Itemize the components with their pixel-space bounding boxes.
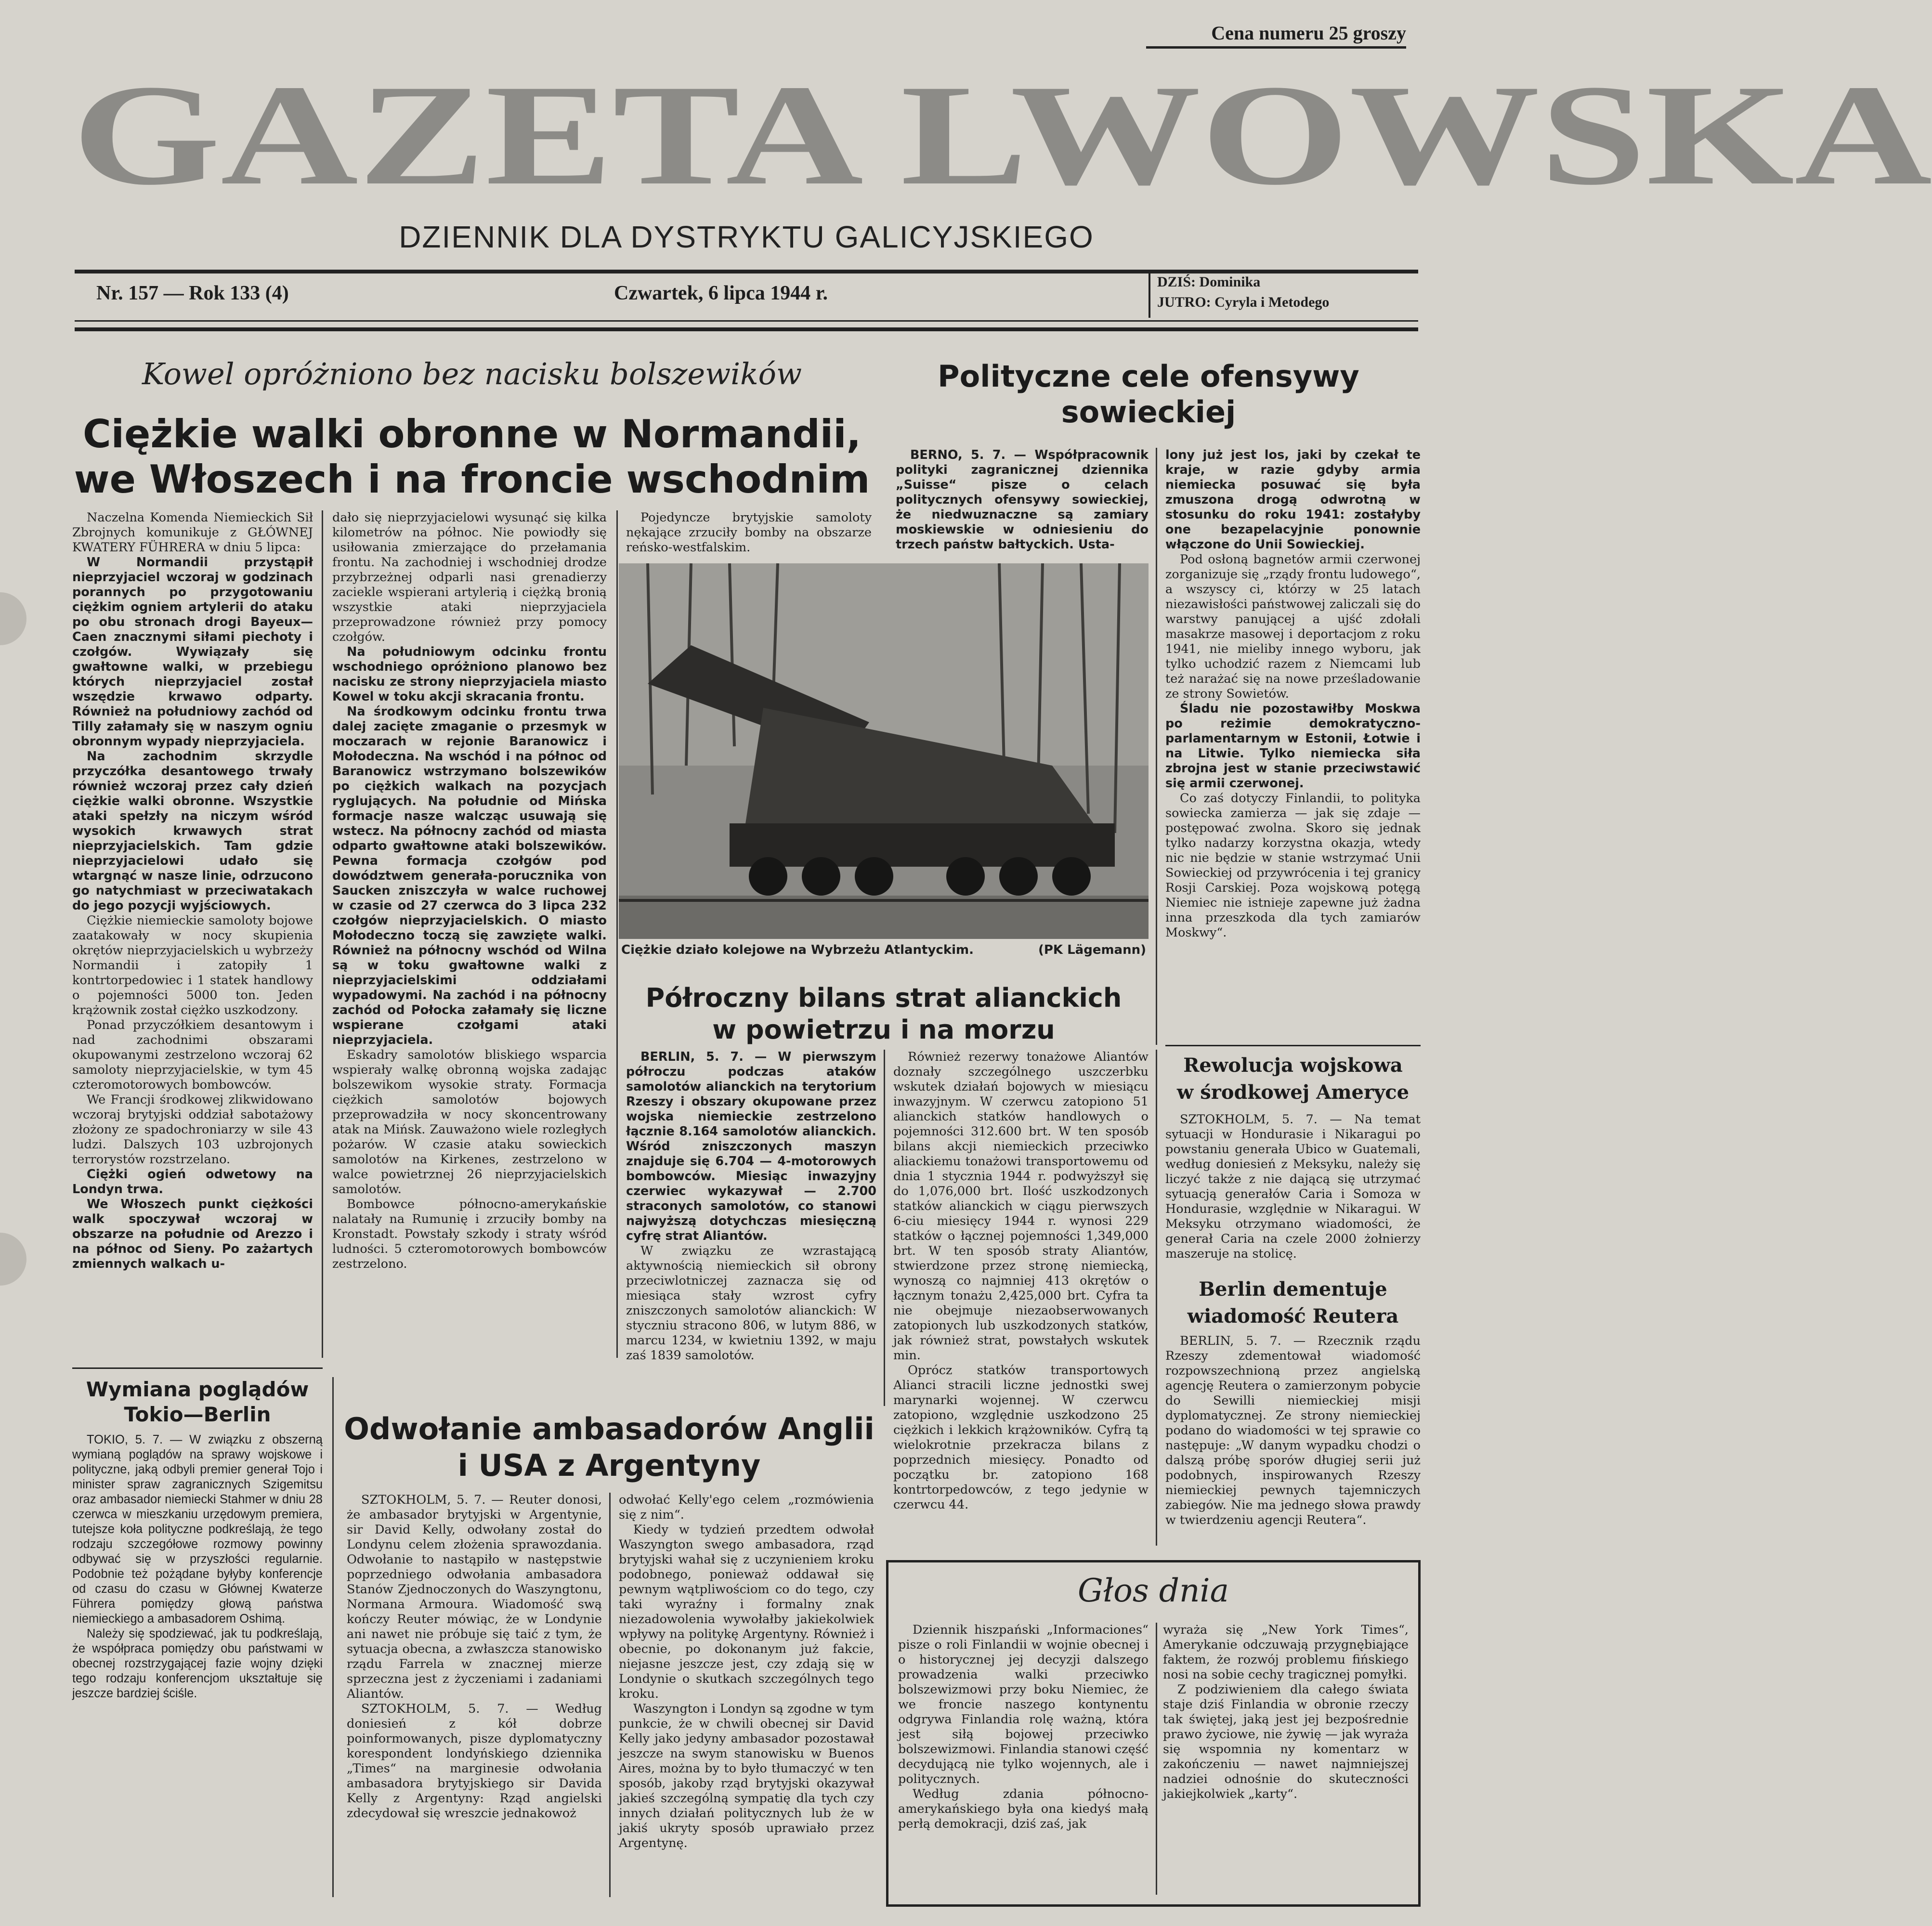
column-divider bbox=[322, 510, 323, 1358]
bilans-headline-line: Półroczny bilans strat alianckich bbox=[645, 983, 1122, 1013]
polityczne-column-1 bbox=[896, 448, 1149, 561]
reuter-headline-line: wiadomość Reutera bbox=[1187, 1305, 1399, 1327]
paragraph: Według zdania północno-amerykańskiego była ona kiedyś małą perłą demokracji, dziś zaś, jak bbox=[898, 1787, 1149, 1831]
header-rule bbox=[75, 327, 1418, 331]
paragraph: dało się nieprzyjacielowi wysunąć się kilka kilometrów na północ. Nie powiodły się usiłowania zmierzające do przełamania frontu. Na zachodniej i wschodniej drodze przybrzeżnej odparli nasi grenadierzy zaciekle wspierani artylerią i ciężką bronią wszystkie ataki nieprzyjaciela przeprowadzone również przy pomocy czołgów. bbox=[332, 510, 607, 644]
paragraph: Pojedyncze brytyjskie samoloty nękające zrzuciły bomby na obszarze reńsko-westfalskim. bbox=[626, 510, 872, 555]
paragraph: Na środkowym odcinku frontu trwa dalej zacięte zmaganie o przesmyk w moczarach w rejonie Baranowicz i Mołodeczna. Na wschód i na północ od Baranowicz wstrzymano bolszewików po ciężkich walkach na pozycjach ryglujących. Na południe od Mińska formacje nasze walcząc usuwają się wstecz. Na północny zachód od miasta odparto gwałtowne ataki bolszewików. Pewna formacja czołgów pod dowództwem generała-porucznika von Saucken zniszczyła w walce ruchowej w czasie od 27 czerwca do 3 lipca 232 czołgów nieprzyjacielskich. O miasto Mołodeczno toczą się zawzięte walki. Również na północny wschód od Wilna są w toku gwałtowne walki z nieprzyjacielskimi oddziałami wypadowymi. Na zachód i na północny zachód od Połocka załamały się liczne wspierane czołgami ataki nieprzyjaciela. bbox=[332, 704, 607, 1047]
odwolanie-headline-line: Odwołanie ambasadorów Anglii bbox=[344, 1411, 875, 1446]
photo-caption-text: Ciężkie działo kolejowe na Wybrzeżu Atlantyckim. bbox=[621, 943, 974, 957]
paragraph: Z podziwieniem dla całego świata staje dziś Finlandia w obronie rzeczy tak świętej, jaką jest jej bezpośrednie prawo życiowe, nie żywię — jak wyraża się wspomnia ny komentarz w zakończeniu — nawet najmniejszej nadziei odnośnie do skuteczności jakiejkolwiek „karty“. bbox=[1163, 1682, 1409, 1801]
paragraph: odwołać Kelly'ego celem „rozmówienia się z nim“. bbox=[619, 1493, 874, 1522]
reuter-headline-line: Berlin dementuje bbox=[1199, 1278, 1387, 1301]
wymiana-headline-line: Wymiana poglądów bbox=[86, 1378, 309, 1401]
paragraph: SZTOKHOLM, 5. 7. — Reuter donosi, że ambasador brytyjski w Argentynie, sir David Kelly, odwołany został do Londynu celem złożenia sprawozdania. Odwołanie to nastąpiło w następstwie poprzedniego odwołania ambasadora Stanów Zjednoczonych do Waszyngtonu, Normana Armoura. Wiadomość swą kończy Reuter mówiąc, że w Londynie ani nawet nie próbuje się taić z tym, że sytuacja obecna, a zwłaszcza stanowisko rządu Farrela w znacznej mierze sprzeczna jest z życzeniami i zadaniami Aliantów. bbox=[347, 1493, 602, 1701]
column-divider bbox=[332, 1377, 334, 1897]
name-day-tomorrow: JUTRO: Cyryla i Metodego bbox=[1157, 294, 1330, 310]
main-column-1 bbox=[72, 510, 313, 1358]
odwolanie-headline bbox=[342, 1411, 876, 1484]
paragraph: Śladu nie pozostawiłby Moskwa po reżimie demokratyczno-parlamentarnym w Estonii, Łotwie i na Litwie. Tylko niemiecka siła zbrojna jest w stanie przeciwstawić się armii czerwonej. bbox=[1165, 702, 1421, 791]
paragraph: Na zachodnim skrzydle przyczółka desantowego trwały również wczoraj przez cały dzień ciężkie walki obronne. Wszystkie ataki spełzły na niczym wśród wysokich krwawych strat nieprzyjacielskich. Tam gdzie nieprzyjacielowi udało się wtargnąć w nasze linie, odrzucono go natychmiast w przeciwatakach do jego pozycji wyjściowych. bbox=[72, 749, 313, 913]
main-column-3 bbox=[626, 510, 872, 563]
masthead-title: GAZETA LWOWSKA bbox=[72, 55, 1932, 215]
paragraph: TOKIO, 5. 7. — W związku z obszerną wymianą poglądów na sprawy wojskowe i polityczne, jaką odbyli premier generał Tojo i minister spraw zagranicznych Szigemitsu oraz ambasador niemiecki Stahmer w dniu 28 czerwca w mieszkaniu urzędowym premiera, tutejsze koła polityczne podkreślają, że tego rodzaju szczegółowe rozmowy powinny odbywać się w przyszłości regularnie. Podobnie też pożądane byłyby konferencje od czasu do czasu w Głównej Kwaterze Führera pomiędzy głową państwa niemieckiego a ambasadorem Oshimą. bbox=[72, 1433, 323, 1626]
paragraph: We Włoszech punkt ciężkości walk spoczywał wczoraj w obszarze na południe od Arezzo i na północ od Sieny. Po zażartych zmiennych walkach u- bbox=[72, 1197, 313, 1271]
odwolanie-headline-line: i USA z Argentyny bbox=[457, 1448, 761, 1483]
reuter-column bbox=[1165, 1334, 1421, 1546]
reuter-headline bbox=[1165, 1276, 1421, 1330]
paragraph: W Normandii przystąpił nieprzyjaciel wczoraj w godzinach porannych po przygotowaniu ciężkim ogniem artylerii do ataku po obu stronach drogi Bayeux—Caen znacznymi siłami piechoty i czołgów. Wywiązały się gwałtowne walki, w przebiegu których nieprzyjaciel został wszędzie krwawo odparty. Również na południowy zachód od Tilly załamały się w naszym ogniu obronnym wypady nieprzyjaciela. bbox=[72, 555, 313, 749]
column-divider bbox=[1156, 448, 1157, 1045]
issue-price: Cena numeru 25 groszy bbox=[1146, 22, 1406, 49]
punch-hole bbox=[0, 1233, 26, 1286]
rewolucja-column bbox=[1165, 1112, 1421, 1271]
bilans-column-1 bbox=[626, 1050, 876, 1406]
column-divider bbox=[616, 510, 618, 1358]
polityczne-headline: Polityczne cele ofensywy sowieckiej bbox=[938, 359, 1359, 429]
odwolanie-column-1 bbox=[347, 1493, 602, 1897]
rewolucja-headline-line: Rewolucja wojskowa bbox=[1183, 1054, 1403, 1077]
masthead-subtitle: DZIENNIK DLA DYSTRYKTU GALICYJSKIEGO bbox=[399, 220, 1094, 254]
photo-credit: (PK Lägemann) bbox=[1038, 943, 1146, 957]
punch-hole bbox=[0, 592, 26, 645]
main-headline-line: Ciężkie walki obronne w Normandii, bbox=[82, 412, 862, 456]
paragraph: lony już jest los, jaki by czekał te kraje, w razie gdyby armia niemiecka posuwać się była zmuszona drogą odwrotną w stosunku do roku 1941: zostałyby one bezapelacyjnie ponownie włączone do Unii Sowieckiej. bbox=[1165, 448, 1421, 552]
column-divider bbox=[884, 1050, 885, 1406]
column-divider bbox=[1156, 1050, 1157, 1546]
main-column-2 bbox=[332, 510, 607, 1358]
paragraph: SZTOKHOLM, 5. 7. — Według doniesień z kół dobrze poinformowanych, pisze dyplomatyczny korespondent londyńskiego dziennika „Times“ na marginesie odwołania ambasadora brytyjskiego sir Davida Kelly z Argentyny: Rząd angielski zdecydował się wreszcie jednakowoż bbox=[347, 1702, 602, 1821]
name-day-box bbox=[1149, 272, 1427, 318]
column-divider bbox=[609, 1493, 611, 1897]
wymiana-column bbox=[72, 1432, 323, 1895]
paragraph: Ponad przyczółkiem desantowym i nad zachodnimi obszarami okupowanymi zestrzelono wczoraj 62 samoloty nieprzyjacielskie, w tym 45 czteromotorowych bombowców. bbox=[72, 1018, 313, 1092]
name-day-today: DZIŚ: Dominika bbox=[1157, 274, 1261, 290]
rewolucja-headline bbox=[1165, 1052, 1421, 1106]
paragraph: wyraża się „New York Times“, Amerykanie odczuwają przygnębiające faktem, że rozwój problemu fińskiego nosi na sobie cechy tragicznej pomyłki. bbox=[1163, 1623, 1409, 1682]
paragraph: Dziennik hiszpański „Informaciones“ pisze o roli Finlandii w wojnie obecnej i o historycznej jej decyzji dalszego prowadzenia walki przeciwko bolszewizmowi przy boku Niemiec, że we froncie naszego kontynentu odgrywa Finlandia rolę ważną, która jest siłą bojowej przeciwko bolszewizmowi. Finlandia stanowi część decydującą nie tylko wojennych, ale i politycznych. bbox=[898, 1623, 1149, 1786]
polityczne-column-2 bbox=[1165, 448, 1421, 1045]
issue-number: Nr. 157 — Rok 133 (4) bbox=[96, 282, 289, 304]
wymiana-headline-line: Tokio—Berlin bbox=[124, 1403, 271, 1426]
paragraph: SZTOKHOLM, 5. 7. — Na temat sytuacji w Hondurasie i Nikaragui po powstaniu generała Ubico w Guatemali, według doniesień z Meksyku, należy się liczyć także z nie dającą się utrzymać sytuacją generałów Caria i Somoza w Hondurasie, względnie w Nikaragui. W Meksyku otrzymano wiadomości, że generał Caria na czele 2000 żołnierzy maszeruje na stolicę. bbox=[1165, 1112, 1421, 1261]
issue-date: Czwartek, 6 lipca 1944 r. bbox=[614, 282, 828, 304]
main-headline-line: we Włoszech i na froncie wschodnim bbox=[74, 457, 870, 502]
railway-gun-photo bbox=[619, 563, 1149, 939]
odwolanie-column-2 bbox=[619, 1493, 874, 1897]
paragraph: BERLIN, 5. 7. — W pierwszym półroczu podczas ataków samolotów alianckich na terytorium Rzeszy i obszary okupowane przez wojska niemieckie zestrzelono łącznie 8.164 samolotów alianckich. Wśród zniszczonych maszyn znajduje się 6.704 — 4-motorowych bombowców. Miesiąc inwazyjny czerwiec wykazywał — 2.700 straconych samolotów, co stanowi najwyższą dotychczas miesięczną cyfrę strat Aliantów. bbox=[626, 1050, 876, 1243]
main-headline bbox=[72, 412, 872, 502]
paragraph: Waszyngton i Londyn są zgodne w tym punkcie, że w chwili obecnej sir David Kelly jako jedyny ambasador pozostawał jeszcze na swym stanowisku w Buenos Aires, można by to było tłumaczyć w ten sposób, jakoby rząd brytyjski okazywał jakieś szczególną sympatię dla tych czy innych działań politycznych lub że w jakiś ukryty sposób uprawiało przez Argentynę. bbox=[619, 1702, 874, 1850]
paragraph: We Francji środkowej zlikwidowano wczoraj brytyjski oddział sabotażowy złożony ze spadochroniarzy w sile 43 ludzi. Dalszych 103 uzbrojonych terrorystów rozstrzelano. bbox=[72, 1093, 313, 1167]
paragraph: Również rezerwy tonażowe Aliantów doznały szczególnego uszczerbku wskutek działań bojowych w miesiącu inwazyjnym. W czerwcu zatopiono 51 alianckich statków handlowych o pojemności 312.600 brt. W ten sposób bilans akcji niemieckich przeciwko aliackiemu tonażowi transportowemu od dnia 1 stycznia 1944 r. podwyższył się do 1,076,000 brt. Ilość uszkodzonych statków alianckich w ciągu pierwszych 6-ciu miesięcy 1944 r. wynosi 229 statków o łącznej pojemności 1,349,000 brt. W ten sposób straty Aliantów, stwierdzone przez stronę niemiecką, wynoszą co najmniej 413 okrętów o łącznym tonażu 2,425,000 brt. Cyfra ta nie obejmuje niezaobserwowanych zatopionych lub uszkodzonych statków, jak również strat, powstałych wskutek min. bbox=[893, 1050, 1149, 1363]
wymiana-headline bbox=[72, 1377, 323, 1427]
paragraph: BERNO, 5. 7. — Współpracownik polityki zagranicznej dziennika „Suisse“ pisze o celach politycznych ofensywy sowieckiej, że niedwuznaczne są zamiary moskiewskie w odniesieniu do trzech państw bałtyckich. Usta- bbox=[896, 448, 1149, 552]
main-kicker: Kowel opróżniono bez nacisku bolszewików bbox=[142, 356, 802, 391]
railway-gun-illustration bbox=[619, 563, 1149, 939]
paragraph: Co zaś dotyczy Finlandii, to polityka sowiecka zamierza — jak się zdaje — postępować zwolna. Skoro się jednak tylko nadarzy korzystna okazja, wtedy nic nie będzie w stanie wstrzymać Unii Sowieckiej od przywrócenia i tej granicy Rosji Carskiej. Poza wojskową potęgą Niemiec nie istnieje zapewne już żadna inna przeszkoda dla tych zamiarów Moskwy“. bbox=[1165, 791, 1421, 940]
paragraph: Na południowym odcinku frontu wschodniego opróżniono planowo bez nacisku ze strony nieprzyjaciela miasto Kowel w toku akcji skracania frontu. bbox=[332, 645, 607, 704]
section-rule bbox=[1165, 1045, 1421, 1046]
paragraph: Kiedy w tydzień przedtem odwołał Waszyngton swego ambasadora, rząd brytyjski wahał się z uczynieniem kroku podobnego, ponieważ oddawał się pewnym wątpliwościom co do tego, czy taki wyraźny i formalny znak niezadowolenia wywołałby jakiekolwiek wpływy na politykę Argentyny. Również i obecnie, po dokonanym już fakcie, niejasne jeszcze jest, czy zdają się w Londynie o skutkach szczególnych tego kroku. bbox=[619, 1523, 874, 1701]
paragraph: Pod osłoną bagnetów armii czerwonej zorganizuje się „rządy frontu ludowego“, a wszyscy ci, którzy w 25 latach niezawisłości państwowej zaliczali się do warstwy panującej a ujść zdołali masakrze masowej i deportacjom z roku 1941, nie mieliby innego wyboru, jak tylko uchodzić razem z Niemcami lub też narażać się na nowe prześladowanie ze strony Sowietów. bbox=[1165, 552, 1421, 701]
glos-dnia-column-2 bbox=[1163, 1623, 1409, 1895]
bilans-headline bbox=[621, 982, 1146, 1046]
header-rule bbox=[75, 320, 1418, 322]
paragraph: Oprócz statków transportowych Alianci stracili liczne jednostki swej marynarki wojennej. W czerwcu zatopiono, względnie uszkodzono 25 ciężkich i lekkich krążowników. Cyfrą tą wielokrotnie przekracza bilans z poprzednich miesięcy. Ponadto od początku br. zatopiono 168 kontrtorpedowców, z tego jedynie w czerwcu 44. bbox=[893, 1363, 1149, 1512]
paragraph: W związku ze wzrastającą aktywnością niemieckich sił obrony przeciwlotniczej zaznacza się od miesiąca stały wzrost cyfry zniszczonych samolotów alianckich: W styczniu stracono 806, w lutym 886, w marcu 1234, w kwietniu 1392, w maju zaś 1839 samolotów. bbox=[626, 1244, 876, 1363]
paragraph: Ciężki ogień odwetowy na Londyn trwa. bbox=[72, 1167, 313, 1197]
paragraph: Bombowce północno-amerykańskie nalatały na Rumunię i zrzuciły bomby na Kronstadt. Powstały szkody i straty wśród ludności. 5 czteromotorowych bombowców zestrzelono. bbox=[332, 1197, 607, 1271]
column-divider bbox=[1156, 1623, 1157, 1895]
photo-caption bbox=[621, 943, 1146, 957]
section-rule bbox=[72, 1367, 323, 1369]
paragraph: BERLIN, 5. 7. — Rzecznik rządu Rzeszy zdementował wiadomość rozpowszechnioną przez angielską agencję Reutera o zamierzonym pobycie do Sewilli niemieckiej misji dyplomatycznej. Ze strony niemieckiej podano do wiadomości w tej sprawie co następuje: „W danym wypadku chodzi o dalszą próbę sporów długiej serii już podobnych, inspirowanych Rzeszy niemieckiej pewnych tajemniczych zabiegów. Nie ma jednego słowa prawdy w twierdzeniu agencji Reutera“. bbox=[1165, 1334, 1421, 1527]
bilans-column-2 bbox=[893, 1050, 1149, 1512]
bilans-headline-line: w powietrzu i na morzu bbox=[712, 1015, 1055, 1045]
paragraph: Należy się spodziewać, jak tu podkreślają, że współpraca pomiędzy obu państwami w obecnej rozstrzygającej fazie wojny dzięki tego rodzaju konferencjom ukształtuje się jeszcze bardziej ściśle. bbox=[72, 1627, 323, 1700]
glos-dnia-column-1 bbox=[898, 1623, 1149, 1895]
paragraph: Eskadry samolotów bliskiego wsparcia wspierały walkę obronną wojska zadając bolszewikom wysokie straty. Formacja ciężkich samolotów bojowych przeprowadziła w nocy skoncentrowany atak na Mińsk. Zauważono wiele rozległych pożarów. W czasie ataku sowieckich samolotów na Kirkenes, zestrzelono w walce powietrznej 26 nieprzyjacielskich samolotów. bbox=[332, 1048, 607, 1197]
glos-dnia-headline: Głos dnia bbox=[1078, 1572, 1229, 1609]
rewolucja-headline-line: w środkowej Ameryce bbox=[1176, 1081, 1410, 1104]
paragraph: Ciężkie niemieckie samoloty bojowe zaatakowały w nocy skupienia okrętów nieprzyjacielskich u wybrzeży Normandii i zatopiły 1 kontrtorpedowiec i 1 statek handlowy o pojemności 5000 ton. Jeden krążownik został ciężko uszkodzony. bbox=[72, 913, 313, 1017]
paragraph: Naczelna Komenda Niemieckich Sił Zbrojnych komunikuje z GŁÓWNEJ KWATERY FÜHRERA w dniu 5 lipca: bbox=[72, 510, 313, 555]
